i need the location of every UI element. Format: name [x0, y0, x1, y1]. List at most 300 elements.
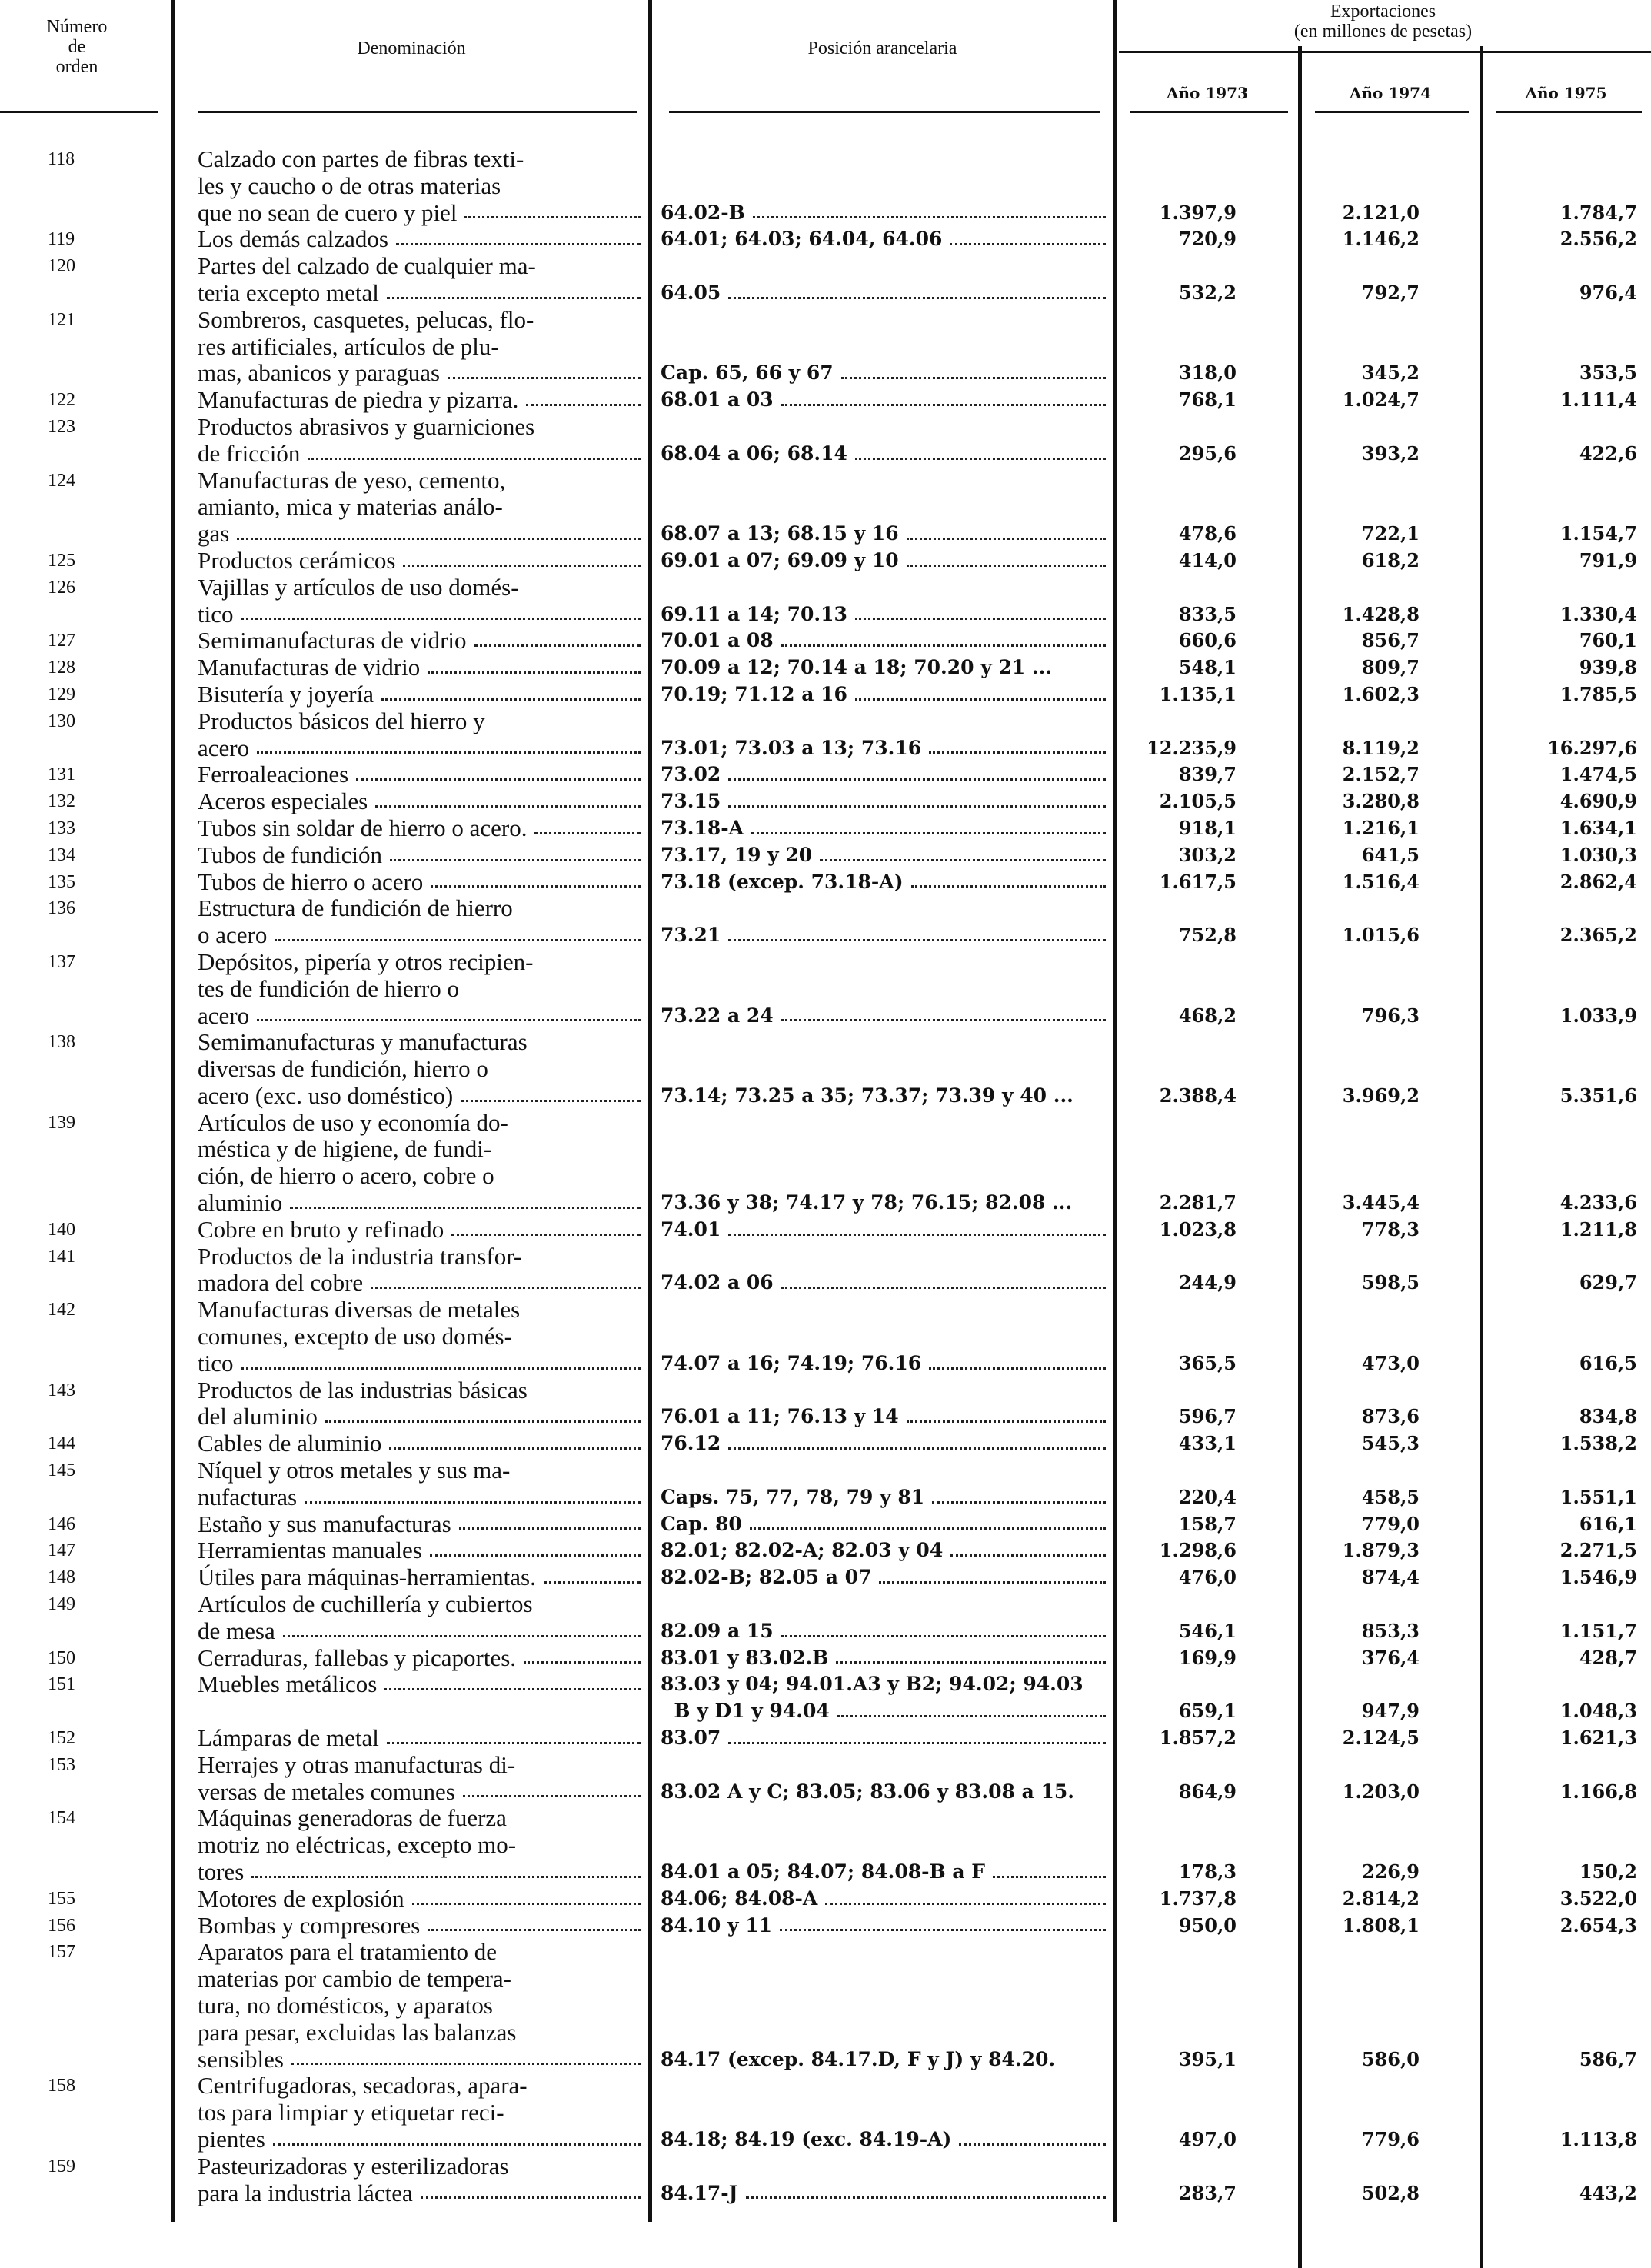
header-year-1974: Año 1974	[1349, 84, 1432, 102]
posicion-line-text: 82.02-B; 82.05 a 07	[661, 1566, 872, 1589]
denominacion-line	[198, 1350, 641, 1377]
posicion-line-text: 84.17 (excep. 84.17.D, F y J) y 84.20.	[661, 2047, 1056, 2070]
dot-leader	[929, 735, 1106, 754]
denominacion-line	[198, 949, 641, 976]
posicion-line-text: 74.02 a 06	[661, 1271, 774, 1294]
denominacion-line-text: o acero	[198, 922, 268, 949]
value-text: 169,9	[1178, 1646, 1237, 1669]
value-text: 2.152,7	[1342, 763, 1420, 786]
value-1974	[1300, 2153, 1481, 2207]
row-number-value-text: 151	[48, 1674, 75, 1695]
row-posicion	[650, 788, 1115, 815]
value-text: 1.857,2	[1159, 1727, 1237, 1750]
value-1974	[1300, 1645, 1481, 1672]
value-1974	[1300, 815, 1481, 842]
row-posicion	[650, 1511, 1115, 1538]
dot-leader	[750, 1511, 1106, 1530]
posicion-line-text: 73.21	[661, 924, 721, 947]
denominacion-line-text: Productos de las industrias básicas	[198, 1377, 528, 1404]
value-1974	[1300, 1752, 1481, 1806]
value-text: 365,5	[1178, 1351, 1237, 1374]
value-text: 318,0	[1178, 361, 1237, 385]
denominacion-line-text: para pesar, excluidas las balanzas	[198, 2019, 517, 2046]
value-1973	[1115, 815, 1300, 842]
denominacion-line	[198, 1939, 641, 1966]
value-text: 1.154,7	[1559, 522, 1637, 545]
row-denominacion	[173, 387, 650, 414]
denominacion-line	[198, 1244, 641, 1271]
row-number-value	[48, 654, 173, 681]
value-1974	[1300, 1913, 1481, 1940]
header-rule	[669, 111, 1100, 113]
table-row	[0, 1217, 1651, 1244]
table-row	[0, 253, 1651, 307]
value-text: 428,7	[1579, 1646, 1637, 1669]
dot-leader	[728, 922, 1106, 941]
dot-leader	[781, 628, 1106, 647]
denominacion-line	[198, 2126, 641, 2153]
row-posicion	[650, 761, 1115, 788]
value-text: 1.617,5	[1159, 870, 1237, 893]
row-posicion	[650, 387, 1115, 414]
dot-leader	[381, 681, 641, 701]
row-number	[0, 1457, 173, 1511]
row-posicion	[650, 708, 1115, 762]
value-1973	[1115, 1217, 1300, 1244]
row-number-value-text: 127	[48, 631, 75, 651]
table-row	[0, 548, 1651, 574]
value-1974	[1300, 1805, 1481, 1885]
posicion-line	[661, 1404, 1106, 1430]
posicion-line	[661, 1645, 1106, 1672]
table-row	[0, 1564, 1651, 1591]
denominacion-line	[198, 307, 641, 334]
row-number-value-text: 148	[48, 1567, 75, 1588]
row-denominacion	[173, 1217, 650, 1244]
table-row	[0, 2073, 1651, 2153]
value-1975	[1481, 414, 1651, 468]
denominacion-line	[198, 1457, 641, 1484]
dot-leader	[781, 387, 1106, 406]
value-text: 1.784,7	[1559, 201, 1637, 224]
value-text: 4.690,9	[1559, 790, 1637, 813]
value-text: 809,7	[1361, 656, 1420, 679]
dot-leader	[459, 1511, 641, 1530]
value-1975	[1481, 708, 1651, 762]
value-1974	[1300, 2073, 1481, 2153]
value-text: 586,0	[1361, 2047, 1420, 2070]
value-text: 873,6	[1361, 1405, 1420, 1428]
row-number-value	[48, 146, 173, 173]
denominacion-line	[198, 2180, 641, 2207]
value-1974	[1300, 895, 1481, 949]
row-number	[0, 815, 173, 842]
dot-leader	[524, 1645, 641, 1664]
value-text: 3.445,4	[1342, 1191, 1420, 1214]
denominacion-line	[198, 1270, 641, 1297]
posicion-line-text: 84.18; 84.19 (exc. 84.19-A)	[661, 2127, 952, 2150]
row-number	[0, 253, 173, 307]
row-posicion	[650, 2073, 1115, 2153]
row-number-value-text: 122	[48, 390, 75, 411]
value-text: 853,3	[1361, 1619, 1420, 1642]
denominacion-line	[198, 1725, 641, 1752]
denominacion-line	[198, 521, 641, 548]
value-1973	[1115, 2153, 1300, 2207]
value-text: 5.351,6	[1559, 1084, 1637, 1107]
value-1973	[1115, 654, 1300, 681]
row-denominacion	[173, 1244, 650, 1297]
value-1973	[1115, 1645, 1300, 1672]
table-row	[0, 1645, 1651, 1672]
table-row	[0, 842, 1651, 869]
value-text: 226,9	[1361, 1860, 1420, 1883]
denominacion-line	[198, 815, 641, 842]
posicion-line-text: Cap. 80	[661, 1512, 742, 1535]
denominacion-line-text: madora del cobre	[198, 1270, 364, 1297]
row-number-value-text: 158	[48, 2076, 75, 2096]
posicion-line	[661, 2126, 1106, 2153]
value-1974	[1300, 226, 1481, 253]
denominacion-line-text: acero	[198, 1002, 250, 1029]
posicion-line-text: Caps. 75, 77, 78, 79 y 81	[661, 1485, 925, 1508]
denominacion-line-text: Artículos de cuchillería y cubiertos	[198, 1591, 533, 1618]
denominacion-line	[198, 1832, 641, 1859]
value-1975	[1481, 1913, 1651, 1940]
table-row	[0, 1805, 1651, 1885]
denominacion-line	[198, 1805, 641, 1832]
denominacion-line-text: Bisutería y joyería	[198, 681, 374, 708]
row-posicion	[650, 1913, 1115, 1940]
denominacion-line	[198, 2047, 641, 2073]
dot-leader	[451, 1217, 641, 1236]
value-text: 864,9	[1178, 1780, 1237, 1803]
row-denominacion	[173, 869, 650, 896]
posicion-line-text: B y D1 y 94.04	[661, 1700, 830, 1723]
dot-leader	[728, 1217, 1106, 1236]
value-1973	[1115, 895, 1300, 949]
value-1975	[1481, 815, 1651, 842]
dot-leader	[907, 548, 1106, 567]
posicion-line-text: 82.09 a 15	[661, 1619, 774, 1642]
value-text: 2.271,5	[1559, 1539, 1637, 1562]
value-1974	[1300, 387, 1481, 414]
denominacion-line-text: aluminio	[198, 1190, 283, 1217]
row-number	[0, 1110, 173, 1217]
value-text: 473,0	[1361, 1351, 1420, 1374]
value-text: 629,7	[1579, 1271, 1637, 1294]
posicion-line	[661, 1511, 1106, 1538]
posicion-line	[661, 922, 1106, 949]
denominacion-line-text: Tubos sin soldar de hierro o acero.	[198, 814, 528, 841]
value-1975	[1481, 146, 1651, 226]
posicion-line-text: Cap. 65, 66 y 67	[661, 361, 834, 385]
posicion-line-text: 76.12	[661, 1432, 721, 1455]
value-text: 586,7	[1579, 2047, 1637, 2070]
posicion-line	[661, 548, 1106, 574]
value-1975	[1481, 307, 1651, 387]
value-text: 1.024,7	[1342, 388, 1420, 411]
row-posicion	[650, 1645, 1115, 1672]
denominacion-line-text: Estructura de fundición de hierro	[198, 895, 513, 922]
value-text: 1.546,9	[1559, 1566, 1637, 1589]
row-number-value	[48, 307, 173, 334]
table-row	[0, 1297, 1651, 1377]
value-text: 1.808,1	[1342, 1913, 1420, 1937]
header-rule	[1130, 111, 1288, 113]
dot-leader	[325, 1404, 641, 1423]
denominacion-line-text: Manufacturas de vidrio	[198, 654, 421, 681]
denominacion-line	[198, 1056, 641, 1083]
value-text: 178,3	[1178, 1860, 1237, 1883]
denominacion-line	[198, 628, 641, 654]
denominacion-line-text: de fricción	[198, 440, 301, 467]
denominacion-line-text: ción, de hierro o acero, cobre o	[198, 1163, 494, 1190]
row-number	[0, 949, 173, 1029]
denominacion-line-text: tico	[198, 1350, 234, 1377]
table-row	[0, 468, 1651, 548]
denominacion-line-text: Estaño y sus manufacturas	[198, 1510, 451, 1537]
row-number-value	[48, 2073, 173, 2100]
row-number-value-text: 135	[48, 871, 75, 892]
row-denominacion	[173, 842, 650, 869]
value-1975	[1481, 1537, 1651, 1564]
value-text: 760,1	[1579, 629, 1637, 652]
value-1973	[1115, 949, 1300, 1029]
row-denominacion	[173, 1591, 650, 1645]
denominacion-line-text: tico	[198, 601, 234, 628]
row-number-value-text: 149	[48, 1594, 75, 1615]
value-text: 414,0	[1178, 548, 1237, 571]
row-denominacion	[173, 307, 650, 387]
dot-leader	[753, 200, 1106, 219]
row-posicion	[650, 1217, 1115, 1244]
value-1975	[1481, 761, 1651, 788]
dot-leader	[950, 226, 1106, 245]
value-text: 779,6	[1361, 2127, 1420, 2150]
header-numero-line: de	[68, 37, 86, 57]
row-number-value-text: 125	[48, 550, 75, 571]
value-1973	[1115, 574, 1300, 628]
value-text: 1.879,3	[1342, 1539, 1420, 1562]
dot-leader	[428, 654, 641, 674]
dot-leader	[781, 1618, 1106, 1637]
value-1973	[1115, 1913, 1300, 1940]
value-text: 4.233,6	[1559, 1191, 1637, 1214]
row-posicion	[650, 1725, 1115, 1752]
table-row	[0, 307, 1651, 387]
posicion-line	[661, 200, 1106, 227]
value-text: 443,2	[1579, 2181, 1637, 2204]
value-1973	[1115, 1939, 1300, 2073]
value-text: 422,6	[1579, 441, 1637, 465]
row-posicion	[650, 1564, 1115, 1591]
denominacion-line-text: Tubos de fundición	[198, 841, 382, 868]
denominacion-line-text: del aluminio	[198, 1404, 318, 1430]
value-1975	[1481, 1939, 1651, 2073]
value-1973	[1115, 1537, 1300, 1564]
row-number	[0, 1671, 173, 1725]
dot-leader	[836, 1645, 1106, 1664]
posicion-line-text: 70.01 a 08	[661, 629, 774, 652]
value-1974	[1300, 1029, 1481, 1109]
dot-leader	[308, 441, 641, 460]
denominacion-line	[198, 601, 641, 628]
row-number-value	[48, 1913, 173, 1940]
value-text: 2.862,4	[1559, 870, 1637, 893]
denominacion-line-text: acero (exc. uso doméstico)	[198, 1082, 454, 1109]
denominacion-line	[198, 1003, 641, 1030]
denominacion-line	[198, 1859, 641, 1886]
row-number-value-text: 134	[48, 844, 75, 865]
denominacion-line	[198, 1671, 641, 1698]
row-number-value-text: 118	[48, 149, 75, 169]
posicion-line	[661, 842, 1106, 869]
row-number-value	[48, 1511, 173, 1538]
value-text: 768,1	[1178, 388, 1237, 411]
dot-leader	[781, 1270, 1106, 1289]
row-number-value	[48, 1886, 173, 1913]
posicion-line-text: 68.04 a 06; 68.14	[661, 441, 847, 465]
row-denominacion	[173, 708, 650, 762]
row-number-value	[48, 1457, 173, 1484]
value-text: 393,2	[1361, 441, 1420, 465]
row-number	[0, 2073, 173, 2153]
row-number	[0, 1939, 173, 2073]
posicion-line	[661, 735, 1106, 762]
denominacion-line	[198, 1886, 641, 1913]
table-row	[0, 654, 1651, 681]
denominacion-line-text: Manufacturas de piedra y pizarra.	[198, 387, 519, 414]
denominacion-line	[198, 334, 641, 361]
row-posicion	[650, 1029, 1115, 1109]
row-number	[0, 1297, 173, 1377]
denominacion-line	[198, 1752, 641, 1779]
value-1974	[1300, 628, 1481, 654]
posicion-line	[661, 815, 1106, 842]
row-number-value	[48, 1645, 173, 1672]
value-1973	[1115, 1752, 1300, 1806]
row-number	[0, 708, 173, 762]
posicion-line-text: 69.11 a 14; 70.13	[661, 602, 847, 625]
row-posicion	[650, 2153, 1115, 2207]
denominacion-line-text: que no sean de cuero y piel	[198, 199, 458, 226]
posicion-line	[661, 1779, 1106, 1806]
value-1973	[1115, 681, 1300, 708]
value-text: 1.474,5	[1559, 763, 1637, 786]
row-number	[0, 1564, 173, 1591]
row-number-value-text: 130	[48, 711, 75, 731]
dot-leader	[305, 1484, 641, 1504]
table-row	[0, 681, 1651, 708]
denominacion-line	[198, 441, 641, 468]
dot-leader	[461, 1083, 641, 1102]
value-text: 2.556,2	[1559, 228, 1637, 251]
value-text: 1.397,9	[1159, 201, 1237, 224]
blank-line	[198, 1698, 641, 1725]
value-1973	[1115, 1377, 1300, 1431]
denominacion-line-text: Sombreros, casquetes, pelucas, flo-	[198, 306, 534, 333]
value-text: 1.111,4	[1559, 388, 1637, 411]
dot-leader	[879, 1564, 1106, 1584]
value-text: 752,8	[1178, 924, 1237, 947]
value-1975	[1481, 1725, 1651, 1752]
denominacion-line	[198, 1297, 641, 1324]
value-text: 1.015,6	[1342, 924, 1420, 947]
row-denominacion	[173, 1377, 650, 1431]
value-text: 939,8	[1579, 656, 1637, 679]
denominacion-line-text: tos para limpiar y etiquetar reci-	[198, 2100, 504, 2126]
denominacion-line	[198, 1029, 641, 1056]
dot-leader	[387, 280, 641, 299]
denominacion-line	[198, 387, 641, 414]
row-posicion	[650, 1110, 1115, 1217]
denominacion-line-text: Partes del calzado de cualquier ma-	[198, 253, 536, 280]
value-text: 1.634,1	[1559, 816, 1637, 839]
value-1975	[1481, 1645, 1651, 1672]
value-1975	[1481, 574, 1651, 628]
dot-leader	[959, 2126, 1106, 2146]
row-denominacion	[173, 815, 650, 842]
dot-leader	[907, 1404, 1106, 1423]
value-text: 616,5	[1579, 1351, 1637, 1374]
value-1975	[1481, 226, 1651, 253]
row-number	[0, 1430, 173, 1457]
denominacion-line-text: Motores de explosión	[198, 1885, 404, 1912]
row-number	[0, 307, 173, 387]
table-row	[0, 1591, 1651, 1645]
row-posicion	[650, 1537, 1115, 1564]
denominacion-line-text: para la industria láctea	[198, 2180, 413, 2206]
row-number-value-text: 137	[48, 951, 75, 972]
posicion-line	[661, 387, 1106, 414]
denominacion-line-text: Muebles metálicos	[198, 1671, 378, 1698]
denominacion-line-text: Productos básicos del hierro y	[198, 708, 485, 734]
denominacion-line-text: Cerraduras, fallebas y picaportes.	[198, 1644, 517, 1671]
value-1973	[1115, 387, 1300, 414]
posicion-line	[661, 761, 1106, 788]
denominacion-line-text: teria excepto metal	[198, 279, 379, 306]
header-exportaciones-unit: (en millones de pesetas)	[1293, 22, 1473, 42]
posicion-line	[661, 1003, 1106, 1030]
value-1975	[1481, 654, 1651, 681]
denominacion-line-text: Ferroaleaciones	[198, 761, 349, 788]
row-number-value	[48, 1805, 173, 1832]
denominacion-line	[198, 1779, 641, 1806]
value-text: 545,3	[1361, 1432, 1420, 1455]
row-number-value-text: 143	[48, 1380, 75, 1400]
denominacion-line	[198, 226, 641, 253]
row-denominacion	[173, 2073, 650, 2153]
denominacion-line-text: pientes	[198, 2126, 265, 2153]
value-text: 779,0	[1361, 1512, 1420, 1535]
value-text: 641,5	[1361, 843, 1420, 866]
denominacion-line	[198, 2100, 641, 2126]
dot-leader	[855, 441, 1106, 460]
row-number-value	[48, 708, 173, 735]
dot-leader	[728, 761, 1106, 781]
row-denominacion	[173, 1029, 650, 1109]
value-text: 2.388,4	[1159, 1084, 1237, 1107]
dot-leader	[428, 1913, 641, 1932]
table-row	[0, 1457, 1651, 1511]
row-number	[0, 1377, 173, 1431]
value-1975	[1481, 1511, 1651, 1538]
dot-leader	[820, 842, 1106, 861]
value-1975	[1481, 1805, 1651, 1885]
denominacion-line-text: Níquel y otros metales y sus ma-	[198, 1457, 511, 1484]
row-number	[0, 548, 173, 574]
